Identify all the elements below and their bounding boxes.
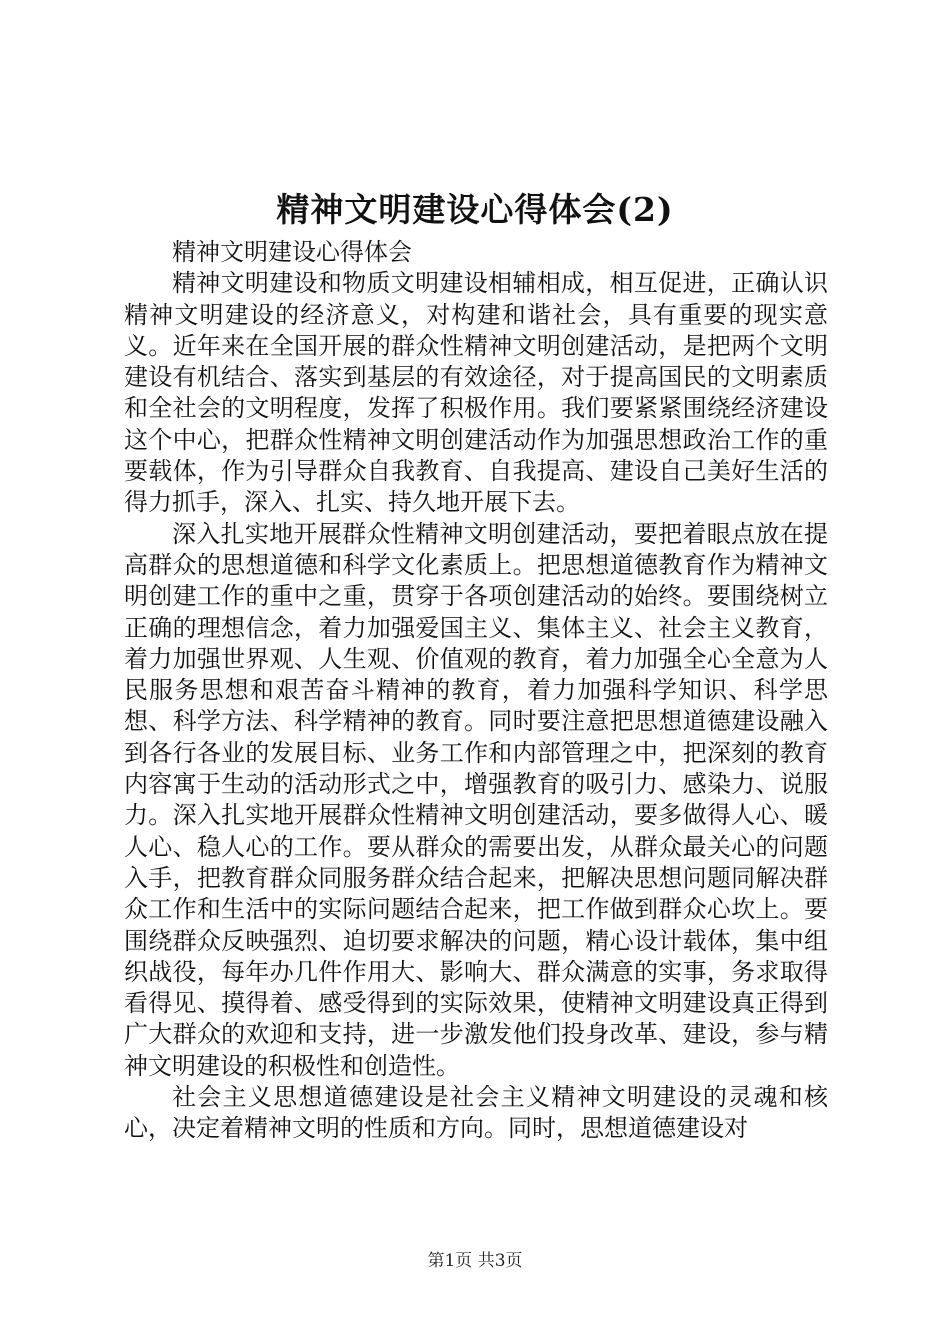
document-subtitle: 精神文明建设心得体会 bbox=[172, 238, 412, 266]
document-title: 精神文明建设心得体会(2) bbox=[276, 190, 674, 229]
document-body bbox=[124, 237, 828, 1145]
paragraph-3: 社会主义思想道德建设是社会主义精神文明建设的灵魂和核心，决定着精神文明的性质和方向。同时，思想道德建设对 bbox=[124, 1083, 828, 1143]
paragraph-2: 深入扎实地开展群众性精神文明创建活动，要把着眼点放在提高群众的思想道德和科学文化素质上。把思想道德教育作为精神文明创建工作的重中之重，贯穿于各项创建活动的始终。要围绕树立正确的理想信念，着力加强爱国主义、集体主义、社会主义教育，着力加强世界观、人生观、价值观的教育，着力加强全心全意为人民服务思想和艰苦奋斗精神的教育，着力加强科学知识、科学思想、科学方法、科学精神的教育。同时要注意把思想道德建设融入到各行各业的发展目标、业务工作和内部管理之中，把深刻的教育内容寓于生动的活动形式之中，增强教育的吸引力、感染力、说服力。深入扎实地开展群众性精神文明创建活动，要多做得人心、暖人心、稳人心的工作。要从群众的需要出发，从群众最关心的问题入手，把教育群众同服务群众结合起来，把解决思想问题同解决群众工作和生活中的实际问题结合起来，把工作做到群众心坎上。要围绕群众反映强烈、迫切要求解决的问题，精心设计载体，集中组织战役，每年办几件作用大、影响大、群众满意的实事，务求取得看得见、摸得着、感受得到的实际效果，使精神文明建设真正得到广大群众的欢迎和支持，进一步激发他们投身改革、建设，参与精神文明建设的积极性和创造性。 bbox=[124, 519, 828, 1080]
paragraph-1: 精神文明建设和物质文明建设相辅相成，相互促进，正确认识精神文明建设的经济意义，对构建和谐社会，具有重要的现实意义。近年来在全国开展的群众性精神文明创建活动，是把两个文明建设有机结合、落实到基层的有效途径，对于提高国民的文明素质和全社会的文明程度，发挥了积极作用。我们要紧紧围绕经济建设这个中心，把群众性精神文明创建活动作为加强思想政治工作的重要载体，作为引导群众自我教育、自我提高、建设自己美好生活的得力抓手，深入、扎实、持久地开展下去。 bbox=[124, 269, 828, 517]
page-footer: 第1页 共3页 bbox=[427, 1251, 523, 1271]
